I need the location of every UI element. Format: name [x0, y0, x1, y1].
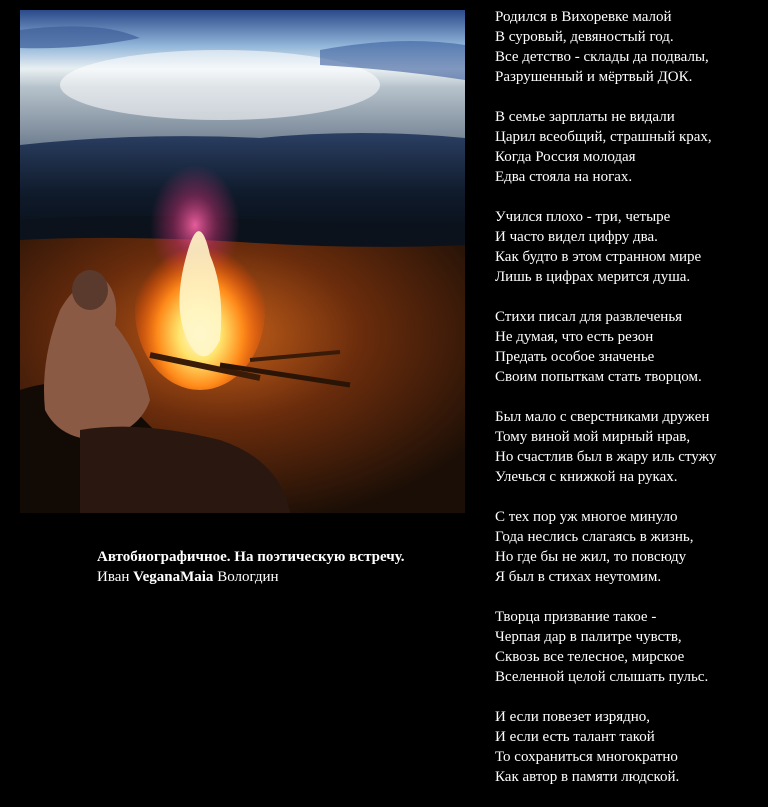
poem-line: Стихи писал для развлеченья — [495, 309, 683, 325]
poem-line: Года неслись слагаясь в жизнь, — [495, 529, 694, 545]
poem-stanza — [495, 607, 763, 687]
poem-stanza — [495, 707, 763, 787]
poem-stanza — [495, 7, 763, 87]
poem-line: И часто видел цифру два. — [495, 229, 658, 245]
poem-line: Творца призвание такое - — [495, 609, 657, 625]
poem-line: Все детство - склады да подвалы, — [495, 49, 709, 65]
poem — [495, 7, 763, 807]
caption-title: Автобиографичное. На поэтическую встречу. — [97, 549, 405, 565]
campfire-photo — [20, 10, 465, 513]
author-first-name: Иван — [97, 569, 130, 585]
poem-line: Лишь в цифрах мерится душа. — [495, 269, 691, 285]
poem-line: В семье зарплаты не видали — [495, 109, 675, 125]
poem-line: Едва стояла на ногах. — [495, 169, 633, 185]
author-nickname: VeganaMaia — [133, 569, 214, 585]
poem-line: Родился в Вихоревке малой — [495, 9, 672, 25]
poem-line: Как автор в памяти людской. — [495, 769, 680, 785]
poem-line: И если есть талант такой — [495, 729, 655, 745]
poem-line: С тех пор уж многое минуло — [495, 509, 678, 525]
poem-line: То сохраниться многократно — [495, 749, 678, 765]
poem-line: Не думая, что есть резон — [495, 329, 654, 345]
poem-stanza — [495, 407, 763, 487]
poem-stanza — [495, 507, 763, 587]
poem-line: Улечься с книжкой на руках. — [495, 469, 678, 485]
poem-line: Учился плохо - три, четыре — [495, 209, 671, 225]
poem-line: Как будто в этом странном мире — [495, 249, 702, 265]
poem-line: И если повезет изрядно, — [495, 709, 651, 725]
poem-line: Предать особое значенье — [495, 349, 655, 365]
poem-line: Но где бы не жил, то повсюду — [495, 549, 687, 565]
poem-line: Тому виной мой мирный нрав, — [495, 429, 691, 445]
poem-line: Своим попыткам стать творцом. — [495, 369, 702, 385]
poem-line: Сквозь все телесное, мирское — [495, 649, 685, 665]
poem-line: Но счастлив был в жару иль стужу — [495, 449, 717, 465]
poem-line: Вселенной целой слышать пульс. — [495, 669, 709, 685]
author-last-name: Вологдин — [217, 569, 279, 585]
campfire-illustration — [20, 10, 465, 513]
poem-line: Был мало с сверстниками дружен — [495, 409, 710, 425]
caption — [97, 547, 467, 587]
poem-stanza — [495, 207, 763, 287]
poem-line: Я был в стихах неутомим. — [495, 569, 662, 585]
poem-stanza — [495, 107, 763, 187]
poem-line: Разрушенный и мёртвый ДОК. — [495, 69, 693, 85]
poem-line: Когда Россия молодая — [495, 149, 636, 165]
poem-line: Черпая дар в палитре чувств, — [495, 629, 682, 645]
poem-line: Царил всеобщий, страшный крах, — [495, 129, 712, 145]
poem-line: В суровый, девяностый год. — [495, 29, 674, 45]
poem-stanza — [495, 307, 763, 387]
caption-author — [97, 567, 467, 587]
